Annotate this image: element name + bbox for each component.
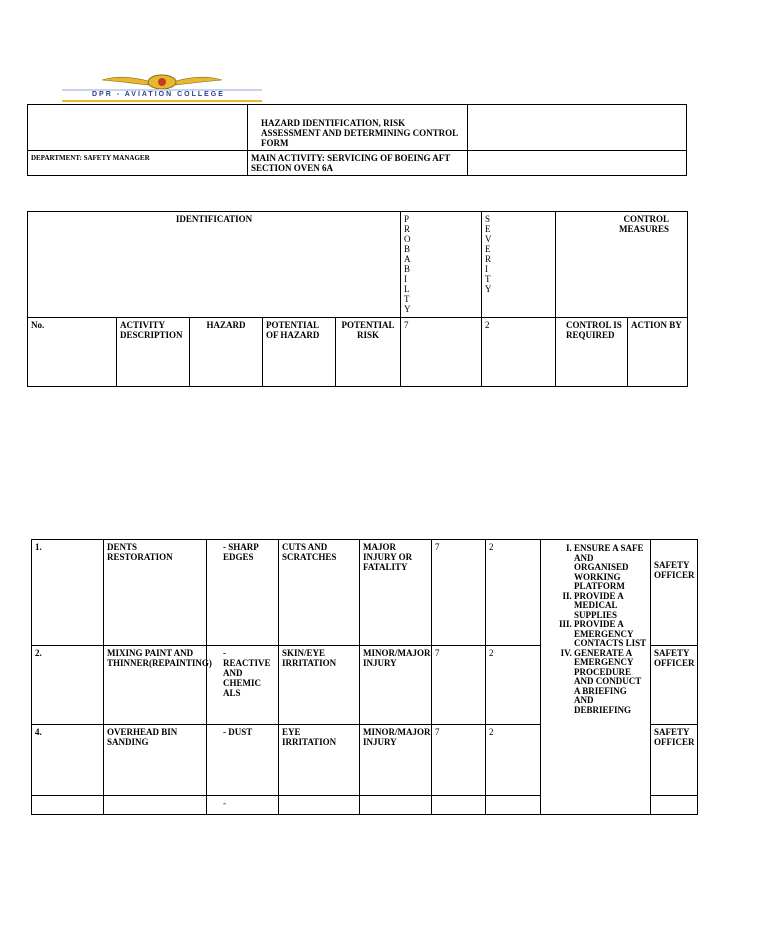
col-activity: ACTIVITY DESCRIPTION: [117, 318, 190, 387]
row-no: 1.: [32, 540, 104, 646]
vertical-letter: R: [485, 254, 492, 264]
col-action-by: ACTION BY: [628, 318, 688, 387]
control-measures-list: [541, 540, 651, 815]
vertical-letter: Y: [485, 284, 492, 294]
row-potential-hazard: [279, 796, 360, 815]
header-table: [27, 104, 687, 176]
row-action-by: [651, 796, 698, 815]
control-item: IV. GENERATE A EMERGENCY PROCEDURE AND CONDUCT A BRIEFING AND DEBRIEFING: [574, 649, 647, 716]
row-no: 2.: [32, 646, 104, 725]
row-hazard: - SHARP EDGES: [207, 540, 279, 646]
row-activity: OVERHEAD BIN SANDING: [104, 725, 207, 796]
row-severity: 2: [486, 540, 541, 646]
row-potential-hazard: SKIN/EYE IRRITATION: [279, 646, 360, 725]
hazard-rows-table: [31, 539, 698, 815]
row-activity: DENTS RESTORATION: [104, 540, 207, 646]
vertical-letter: P: [404, 214, 410, 224]
control-item: III. PROVIDE A EMERGENCY CONTACTS LIST: [574, 620, 647, 649]
row-activity: MIXING PAINT AND THINNER(REPAINTING): [104, 646, 207, 725]
vertical-letter: A: [404, 254, 411, 264]
row-probability: 7: [432, 540, 486, 646]
table-row: [32, 540, 698, 646]
vertical-letter: Y: [404, 304, 411, 314]
vertical-letter: B: [404, 244, 411, 254]
row-severity: [486, 796, 541, 815]
row-hazard: -: [207, 796, 279, 815]
vertical-letter: T: [404, 294, 410, 304]
row-severity: 2: [486, 646, 541, 725]
row-potential-hazard: CUTS AND SCRATCHES: [279, 540, 360, 646]
control-measures-heading: CONTROL MEASURES: [556, 212, 688, 318]
identification-heading: IDENTIFICATION: [28, 212, 401, 318]
row-probability: 7: [432, 725, 486, 796]
vertical-letter: I: [485, 264, 488, 274]
row-potential-risk: MINOR/MAJOR INJURY: [360, 725, 432, 796]
row-no: [32, 796, 104, 815]
row-severity: 2: [486, 725, 541, 796]
logo-text: DPR - AVIATION COLLEGE: [92, 91, 225, 98]
row-probability: [432, 796, 486, 815]
col-control-required: CONTROL IS REQUIRED: [556, 318, 628, 387]
vertical-letter: E: [485, 224, 491, 234]
probability-vertical-label: [401, 212, 482, 318]
vertical-letter: O: [404, 234, 411, 244]
winged-emblem-icon: [62, 72, 262, 104]
row-potential-risk: MINOR/MAJOR INJURY: [360, 646, 432, 725]
row-action-by: SAFETY OFFICER: [651, 725, 698, 796]
row-hazard: - REACTIVE AND CHEMIC ALS: [207, 646, 279, 725]
row-probability: 7: [432, 646, 486, 725]
row-action-by: SAFETY OFFICER: [651, 540, 698, 646]
identification-table: [27, 211, 688, 387]
form-title: HAZARD IDENTIFICATION, RISK ASSESSMENT AND DETERMINING CONTROL FORM: [248, 105, 468, 151]
col-hazard: HAZARD: [190, 318, 263, 387]
row-action-by: SAFETY OFFICER: [651, 646, 698, 725]
row-potential-hazard: EYE IRRITATION: [279, 725, 360, 796]
vertical-letter: L: [404, 284, 410, 294]
college-logo: [62, 72, 262, 104]
vertical-letter: T: [485, 274, 491, 284]
row-potential-risk: [360, 796, 432, 815]
control-item: II. PROVIDE A MEDICAL SUPPLIES: [574, 592, 647, 621]
vertical-letter: R: [404, 224, 411, 234]
col-potential-risk: POTENTIAL RISK: [336, 318, 401, 387]
vertical-letter: V: [485, 234, 492, 244]
department-label: DEPARTMENT: SAFETY MANAGER: [28, 151, 248, 176]
col-potential-hazard: POTENTIAL OF HAZARD: [263, 318, 336, 387]
control-item: I. ENSURE A SAFE AND ORGANISED WORKING PLATFORM: [574, 544, 647, 592]
main-activity-label: MAIN ACTIVITY: SERVICING OF BOEING AFT SECTION OVEN 6A: [248, 151, 468, 176]
severity-vertical-label: [482, 212, 556, 318]
col-severity-value: 2: [482, 318, 556, 387]
col-no: No.: [28, 318, 117, 387]
row-potential-risk: MAJOR INJURY OR FATALITY: [360, 540, 432, 646]
vertical-letter: E: [485, 244, 491, 254]
vertical-letter: B: [404, 264, 411, 274]
row-activity: [104, 796, 207, 815]
vertical-letter: S: [485, 214, 491, 224]
vertical-letter: I: [404, 274, 407, 284]
col-probability-value: 7: [401, 318, 482, 387]
row-no: 4.: [32, 725, 104, 796]
row-hazard: - DUST: [207, 725, 279, 796]
